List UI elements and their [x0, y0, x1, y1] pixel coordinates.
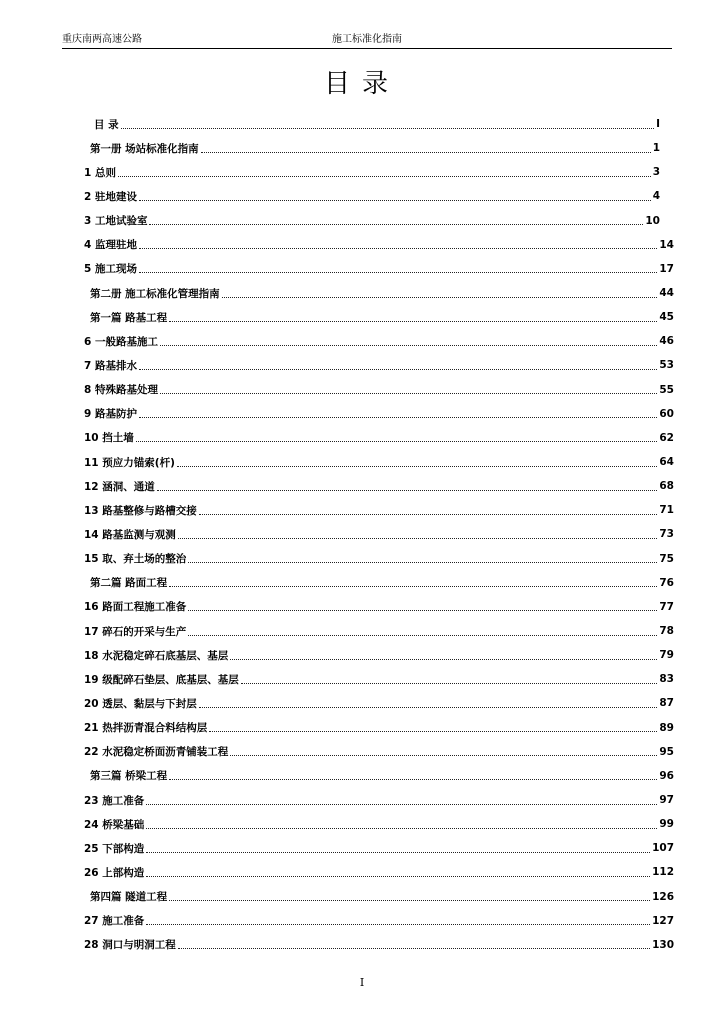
toc-dot-leader — [146, 852, 650, 853]
toc-dot-leader — [188, 610, 657, 611]
toc-entry[interactable] — [84, 257, 674, 281]
toc-dot-leader — [139, 369, 657, 370]
toc-entry-label: 25 下部构造 — [84, 842, 145, 855]
toc-entry-page: 75 — [659, 552, 674, 565]
toc-dot-leader — [139, 248, 657, 249]
toc-entry[interactable] — [84, 498, 674, 522]
toc-entry-page: 60 — [659, 407, 674, 420]
toc-entry[interactable] — [84, 740, 674, 764]
toc-entry[interactable] — [84, 885, 674, 909]
toc-entry[interactable] — [84, 160, 674, 184]
toc-entry[interactable] — [84, 836, 674, 860]
toc-entry-page: 76 — [659, 576, 674, 589]
toc-dot-leader — [201, 152, 651, 153]
toc-entry[interactable] — [84, 184, 674, 208]
toc-entry-page: 3 — [652, 166, 660, 179]
toc-entry-page: 17 — [659, 262, 674, 275]
toc-entry-page: 44 — [659, 287, 674, 300]
toc-dot-leader — [178, 538, 658, 539]
table-of-contents — [84, 112, 674, 957]
toc-entry[interactable] — [84, 474, 674, 498]
toc-dot-leader — [146, 828, 657, 829]
toc-entry-page: 64 — [659, 456, 674, 469]
toc-entry-page: 77 — [659, 600, 674, 613]
toc-entry-label: 27 施工准备 — [84, 915, 145, 928]
toc-entry-page: 71 — [659, 504, 674, 517]
toc-entry[interactable] — [84, 909, 674, 933]
toc-dot-leader — [169, 586, 657, 587]
toc-entry-label: 18 水泥稳定碎石底基层、基层 — [84, 649, 229, 662]
toc-entry[interactable] — [84, 426, 674, 450]
toc-entry-page: 126 — [652, 890, 674, 903]
toc-entry-label: 24 桥梁基础 — [84, 818, 145, 831]
toc-entry-label: 2 驻地建设 — [84, 190, 137, 203]
toc-dot-leader — [169, 321, 657, 322]
header-project-name: 重庆南两高速公路 — [62, 34, 142, 45]
toc-dot-leader — [230, 755, 657, 756]
toc-entry[interactable] — [84, 860, 674, 884]
toc-entry[interactable] — [84, 595, 674, 619]
toc-dot-leader — [118, 176, 651, 177]
toc-entry[interactable] — [84, 353, 674, 377]
toc-dot-leader — [178, 948, 650, 949]
toc-entry-page: 73 — [659, 528, 674, 541]
toc-entry[interactable] — [84, 788, 674, 812]
toc-dot-leader — [169, 900, 650, 901]
toc-dot-leader — [222, 297, 658, 298]
toc-entry-page: 87 — [659, 697, 674, 710]
toc-entry[interactable] — [84, 619, 674, 643]
toc-dot-leader — [139, 272, 657, 273]
toc-entry-page: 10 — [645, 214, 660, 227]
toc-entry-label: 22 水泥稳定桥面沥青铺装工程 — [84, 746, 229, 759]
toc-dot-leader — [121, 128, 654, 129]
toc-dot-leader — [188, 635, 657, 636]
toc-entry-label: 第三篇 桥梁工程 — [90, 770, 168, 783]
toc-entry[interactable] — [84, 522, 674, 546]
toc-entry-label: 5 施工现场 — [84, 263, 137, 276]
toc-entry-label: 第一篇 路基工程 — [90, 311, 168, 324]
toc-entry[interactable] — [84, 112, 674, 136]
toc-entry-label: 16 路面工程施工准备 — [84, 601, 187, 614]
toc-entry-label: 23 施工准备 — [84, 794, 145, 807]
toc-entry[interactable] — [84, 209, 674, 233]
toc-entry-page: 79 — [659, 649, 674, 662]
toc-dot-leader — [146, 876, 650, 877]
toc-entry[interactable] — [84, 547, 674, 571]
header-document-title: 施工标准化指南 — [332, 34, 402, 45]
toc-entry[interactable] — [84, 716, 674, 740]
toc-entry-page: 45 — [659, 311, 674, 324]
toc-entry-page: 107 — [652, 842, 674, 855]
toc-dot-leader — [157, 490, 658, 491]
toc-entry-page: 4 — [652, 190, 660, 203]
toc-entry[interactable] — [84, 812, 674, 836]
toc-entry-page: 62 — [659, 431, 674, 444]
toc-entry-label: 19 级配碎石垫层、底基层、基层 — [84, 673, 239, 686]
toc-entry-label: 1 总则 — [84, 166, 116, 179]
toc-dot-leader — [149, 224, 643, 225]
toc-entry-page: 97 — [659, 794, 674, 806]
toc-entry-label: 7 路基排水 — [84, 359, 137, 372]
toc-entry[interactable] — [84, 233, 674, 257]
toc-entry-page: 53 — [659, 359, 674, 372]
toc-entry-label: 第四篇 隧道工程 — [90, 891, 168, 904]
toc-dot-leader — [136, 441, 658, 442]
toc-entry-page: 95 — [659, 745, 674, 758]
toc-entry[interactable] — [84, 136, 674, 160]
toc-entry-page: 112 — [652, 866, 674, 879]
toc-entry[interactable] — [84, 378, 674, 402]
toc-entry-label: 9 路基防护 — [84, 408, 137, 421]
page-header — [62, 34, 672, 49]
toc-entry-label: 第二册 施工标准化管理指南 — [90, 287, 220, 300]
toc-dot-leader — [139, 417, 657, 418]
toc-entry-page: 78 — [659, 625, 674, 638]
toc-entry[interactable] — [84, 667, 674, 691]
toc-entry-label: 17 碎石的开采与生产 — [84, 625, 187, 638]
toc-entry-label: 12 涵洞、通道 — [84, 480, 155, 493]
toc-entry-label: 28 洞口与明洞工程 — [84, 939, 176, 952]
toc-entry-page: 96 — [659, 769, 674, 782]
toc-entry-page: 99 — [659, 818, 674, 831]
toc-entry-label: 目 录 — [94, 118, 119, 131]
toc-dot-leader — [241, 683, 658, 684]
toc-entry[interactable] — [84, 691, 674, 715]
toc-entry-page: 14 — [659, 238, 674, 251]
toc-entry[interactable] — [84, 643, 674, 667]
toc-entry-page: 127 — [652, 914, 674, 927]
toc-entry[interactable] — [84, 305, 674, 329]
toc-title: 目录 — [323, 69, 400, 99]
toc-entry-page: 1 — [652, 142, 660, 155]
toc-entry[interactable] — [84, 764, 674, 788]
toc-entry-label: 3 工地试验室 — [84, 215, 148, 228]
toc-entry[interactable] — [84, 571, 674, 595]
toc-entry-label: 11 预应力锚索(杆) — [84, 456, 175, 469]
toc-entry-label: 20 透层、黏层与下封层 — [84, 697, 197, 710]
toc-entry[interactable] — [84, 933, 674, 957]
toc-dot-leader — [169, 779, 657, 780]
toc-entry[interactable] — [84, 402, 674, 426]
toc-entry-page: 55 — [659, 383, 674, 396]
toc-entry-label: 10 挡土墙 — [84, 432, 134, 445]
toc-entry-label: 4 监理驻地 — [84, 239, 137, 252]
toc-dot-leader — [230, 659, 657, 660]
toc-dot-leader — [160, 393, 657, 394]
toc-entry[interactable] — [84, 329, 674, 353]
toc-entry-label: 6 一般路基施工 — [84, 335, 158, 348]
toc-entry-label: 第二篇 路面工程 — [90, 577, 168, 590]
toc-entry-label: 14 路基监测与观测 — [84, 528, 176, 541]
toc-entry-page: 46 — [659, 335, 674, 348]
toc-entry-page: 130 — [652, 938, 674, 951]
toc-dot-leader — [209, 731, 657, 732]
toc-entry-label: 第一册 场站标准化指南 — [90, 142, 199, 155]
toc-entry-label: 8 特殊路基处理 — [84, 384, 158, 397]
toc-dot-leader — [199, 514, 658, 515]
toc-entry[interactable] — [84, 450, 674, 474]
toc-dot-leader — [199, 707, 658, 708]
toc-entry-label: 21 热拌沥青混合料结构层 — [84, 722, 208, 735]
toc-dot-leader — [188, 562, 657, 563]
toc-entry[interactable] — [84, 281, 674, 305]
toc-dot-leader — [177, 466, 658, 467]
toc-entry-label: 15 取、弃土场的整治 — [84, 553, 187, 566]
toc-dot-leader — [146, 804, 657, 805]
toc-entry-page: 68 — [659, 480, 674, 493]
toc-dot-leader — [146, 924, 650, 925]
page-number: I — [359, 976, 365, 989]
toc-entry-label: 13 路基整修与路槽交接 — [84, 504, 197, 517]
toc-dot-leader — [160, 345, 657, 346]
toc-entry-page: I — [656, 118, 660, 131]
toc-entry-page: 83 — [659, 673, 674, 686]
toc-entry-page: 89 — [659, 721, 674, 734]
toc-entry-label: 26 上部构造 — [84, 866, 145, 879]
toc-dot-leader — [139, 200, 651, 201]
